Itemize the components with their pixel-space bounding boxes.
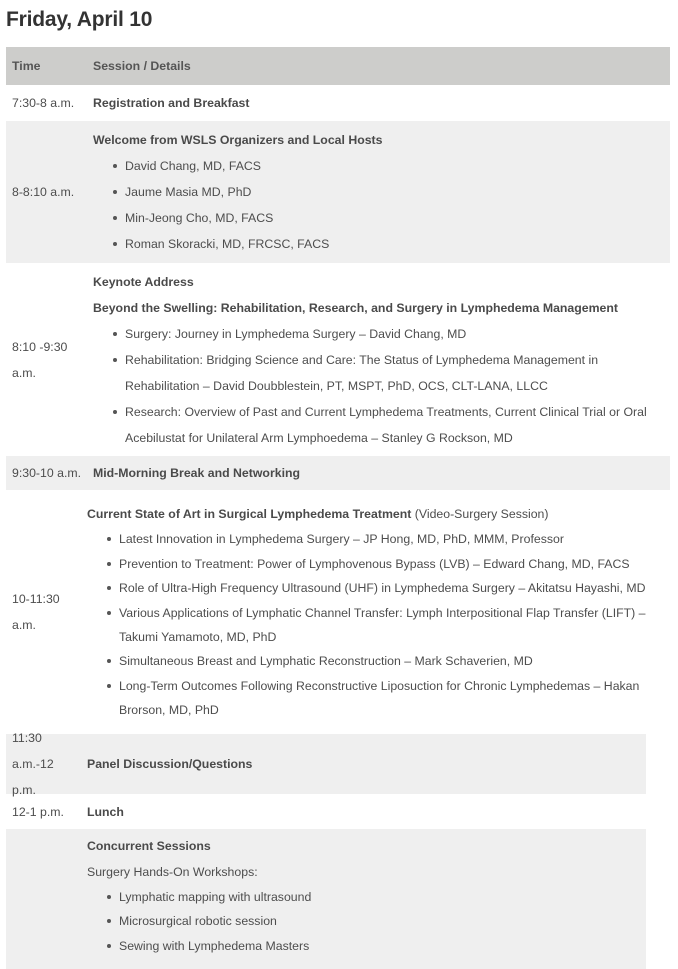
speaker-list xyxy=(93,153,664,257)
list-item: Prevention to Treatment: Power of Lymphovenous Bypass (LVB) – Edward Chang, MD, FACS xyxy=(107,552,664,576)
session-details xyxy=(87,269,670,451)
session-time-line: a.m. xyxy=(12,365,36,380)
list-item: Lymphatic mapping with ultrasound xyxy=(107,885,640,909)
session-time xyxy=(6,725,81,803)
session-title: Mid-Morning Break and Networking xyxy=(93,466,301,480)
session-time xyxy=(6,334,87,386)
session-time: 7:30-8 a.m. xyxy=(12,96,75,110)
session-time-line: 8:10 -9:30 xyxy=(12,339,68,354)
session-time: 8-8:10 a.m. xyxy=(12,185,75,199)
agenda-table xyxy=(6,47,670,969)
session-time-line: p.m. xyxy=(12,783,36,797)
table-row xyxy=(6,731,646,797)
session-time: 12-1 p.m. xyxy=(12,804,64,819)
table-row xyxy=(6,490,670,734)
list-item: Roman Skoracki, MD, FRCSC, FACS xyxy=(113,231,664,257)
list-item: Various Applications of Lymphatic Channel Transfer: Lymph Interpositional Flap Transfer (LIFT) – Takumi Yamamoto, MD, PhD xyxy=(107,601,664,650)
session-title: Lunch xyxy=(87,804,124,819)
table-row xyxy=(6,263,670,456)
table-row xyxy=(6,85,670,121)
table-row xyxy=(6,794,670,829)
header-time: Time xyxy=(12,59,41,73)
session-subtitle: Surgery Hands-On Workshops: xyxy=(87,865,258,879)
list-item: Latest Innovation in Lymphedema Surgery – JP Hong, MD, PhD, MMM, Professor xyxy=(107,527,664,551)
talk-list xyxy=(93,321,664,451)
session-title: Welcome from WSLS Organizers and Local Hosts xyxy=(93,133,383,147)
list-item: Rehabilitation: Bridging Science and Care: The Status of Lymphedema Management in Rehabilitation – David Doubblestein, PT, MSPT, PhD, OCS, CLT-LANA, LLCC xyxy=(113,347,664,399)
list-item: David Chang, MD, FACS xyxy=(113,153,664,179)
session-title: Panel Discussion/Questions xyxy=(87,757,253,771)
table-row xyxy=(6,456,670,490)
table-row xyxy=(6,829,646,969)
header-details: Session / Details xyxy=(93,59,191,73)
list-item: Simultaneous Breast and Lymphatic Reconstruction – Mark Schaverien, MD xyxy=(107,649,664,673)
list-item: Long-Term Outcomes Following Reconstructive Liposuction for Chronic Lymphedemas – Hakan Brorson, MD, PhD xyxy=(107,674,664,723)
list-item: Jaume Masia MD, PhD xyxy=(113,179,664,205)
session-time-line: 11:30 a.m.-12 xyxy=(12,731,54,771)
list-item: Microsurgical robotic session xyxy=(107,909,640,933)
session-time: 9:30-10 a.m. xyxy=(12,466,82,480)
session-title: Registration and Breakfast xyxy=(93,96,250,110)
session-title: Current State of Art in Surgical Lymphedema Treatment xyxy=(87,507,412,522)
session-subtitle: Beyond the Swelling: Rehabilitation, Research, and Surgery in Lymphedema Management xyxy=(93,300,619,315)
session-details xyxy=(81,833,646,958)
table-header xyxy=(6,47,670,85)
list-item: Surgery: Journey in Lymphedema Surgery – David Chang, MD xyxy=(113,321,664,347)
list-item: Min-Jeong Cho, MD, FACS xyxy=(113,205,664,231)
session-details xyxy=(81,501,670,722)
session-title-line xyxy=(87,501,664,527)
session-title: Concurrent Sessions xyxy=(87,839,211,853)
list-item: Research: Overview of Past and Current Lymphedema Treatments, Current Clinical Trial or Oral Acebilustat for Unilateral Arm Lymphoedema – Stanley G Rockson, MD xyxy=(113,399,664,451)
workshop-list xyxy=(87,885,640,958)
session-note: (Video-Surgery Session) xyxy=(411,507,549,522)
session-title: Keynote Address xyxy=(93,274,194,289)
list-item: Role of Ultra-High Frequency Ultrasound (UHF) in Lymphedema Surgery – Akitatsu Hayashi, MD xyxy=(107,576,664,600)
session-details xyxy=(87,127,670,257)
list-item: Sewing with Lymphedema Masters xyxy=(107,934,640,958)
talk-list xyxy=(87,527,664,722)
table-row xyxy=(6,121,670,263)
page-title: Friday, April 10 xyxy=(6,8,153,31)
session-time: 10-11:30 a.m. xyxy=(12,592,60,632)
